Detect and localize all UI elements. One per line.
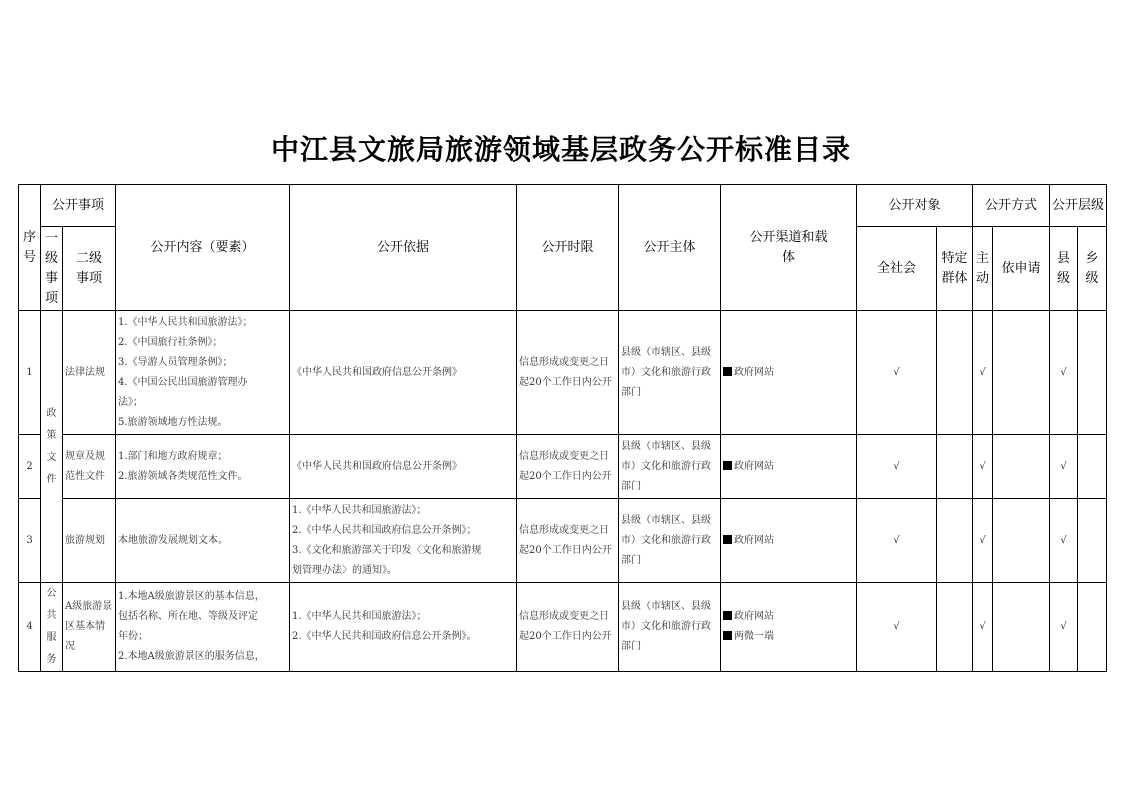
filled-square-icon (723, 535, 732, 544)
header-subject: 公开主体 (619, 185, 721, 311)
group-policy-documents: 政策文件 (41, 311, 63, 583)
table-row (19, 311, 1107, 435)
channel-cell: 政府网站 两微一端 (721, 583, 857, 672)
check-all-society: √ (857, 311, 937, 435)
check-county: √ (1050, 583, 1078, 672)
row-number: 1 (19, 311, 41, 435)
check-active: √ (973, 499, 993, 583)
header-all-society: 全社会 (857, 227, 937, 311)
time-cell: 信息形成或变更之日起20个工作日内公开 (517, 435, 619, 499)
check-on-request (993, 583, 1050, 672)
check-township (1078, 311, 1107, 435)
check-specific (937, 311, 973, 435)
check-specific (937, 435, 973, 499)
level2-item: 法律法规 (63, 311, 116, 435)
document-title: 中江县文旅局旅游领域基层政务公开标准目录 (270, 133, 851, 166)
filled-square-icon (723, 611, 732, 620)
check-specific (937, 583, 973, 672)
check-on-request (993, 499, 1050, 583)
header-on-request: 依申请 (993, 227, 1050, 311)
content-cell: 1.本地A级旅游景区的基本信息， 包括名称、所在地、等级及评定 年份； 2.本地A级旅游景区的服务信息， (116, 583, 290, 672)
check-all-society: √ (857, 499, 937, 583)
header-seq: 序号 (19, 185, 41, 311)
header-method: 公开方式 (973, 185, 1050, 227)
time-cell: 信息形成或变更之日起20个工作日内公开 (517, 311, 619, 435)
basis-cell: 《中华人民共和国政府信息公开条例》 (290, 311, 517, 435)
subject-cell: 县级（市辖区、县级市）文化和旅游行政部门 (619, 499, 721, 583)
subject-cell: 县级（市辖区、县级市）文化和旅游行政部门 (619, 583, 721, 672)
row-number: 3 (19, 499, 41, 583)
table-row (19, 435, 1107, 499)
basis-cell: 《中华人民共和国政府信息公开条例》 (290, 435, 517, 499)
header-channel: 公开渠道和载体 (721, 185, 857, 311)
content-cell: 本地旅游发展规划文本。 (116, 499, 290, 583)
check-county: √ (1050, 435, 1078, 499)
channel-cell: 政府网站 (721, 499, 857, 583)
filled-square-icon (723, 631, 732, 640)
table-row (19, 499, 1107, 583)
check-township (1078, 435, 1107, 499)
check-on-request (993, 435, 1050, 499)
basis-cell: 1.《中华人民共和国旅游法》； 2.《中华人民共和国政府信息公开条例》。 (290, 583, 517, 672)
header-matter: 公开事项 (41, 185, 116, 227)
subject-cell: 县级（市辖区、县级市）文化和旅游行政部门 (619, 435, 721, 499)
level2-item: 规章及规范性文件 (63, 435, 116, 499)
subject-cell: 县级（市辖区、县级市）文化和旅游行政部门 (619, 311, 721, 435)
time-cell: 信息形成或变更之日起20个工作日内公开 (517, 499, 619, 583)
check-all-society: √ (857, 583, 937, 672)
check-all-society: √ (857, 435, 937, 499)
check-county: √ (1050, 311, 1078, 435)
header-specific: 特定群体 (937, 227, 973, 311)
level2-item: A级旅游景区基本情况 (63, 583, 116, 672)
level2-item: 旅游规划 (63, 499, 116, 583)
time-cell: 信息形成或变更之日起20个工作日内公开 (517, 583, 619, 672)
check-county: √ (1050, 499, 1078, 583)
filled-square-icon (723, 367, 732, 376)
header-basis: 公开依据 (290, 185, 517, 311)
header-level2: 二级事项 (63, 227, 116, 311)
content-cell: 1.部门和地方政府规章； 2.旅游领域各类规范性文件。 (116, 435, 290, 499)
group-public-service: 公共服务 (41, 583, 63, 672)
header-time: 公开时限 (517, 185, 619, 311)
check-active: √ (973, 583, 993, 672)
check-township (1078, 499, 1107, 583)
header-content: 公开内容（要素） (116, 185, 290, 311)
catalog-table (18, 184, 1107, 672)
header-active: 主动 (973, 227, 993, 311)
check-specific (937, 499, 973, 583)
basis-cell: 1.《中华人民共和国旅游法》； 2.《中华人民共和国政府信息公开条例》； 3.《文化和旅游部关于印发〈文化和旅游规 划管理办法〉的通知》。 (290, 499, 517, 583)
row-number: 4 (19, 583, 41, 672)
header-target: 公开对象 (857, 185, 973, 227)
header-level1: 一级事项 (41, 227, 63, 311)
header-county: 县级 (1050, 227, 1078, 311)
table-row (19, 583, 1107, 672)
check-active: √ (973, 435, 993, 499)
channel-cell: 政府网站 (721, 311, 857, 435)
row-number: 2 (19, 435, 41, 499)
filled-square-icon (723, 461, 732, 470)
header-township: 乡级 (1078, 227, 1107, 311)
check-township (1078, 583, 1107, 672)
header-level: 公开层级 (1050, 185, 1107, 227)
content-cell: 1.《中华人民共和国旅游法》； 2.《中国旅行社条例》； 3.《导游人员管理条例》； 4.《中国公民出国旅游管理办 法》； 5.旅游领域地方性法规。 (116, 311, 290, 435)
channel-cell: 政府网站 (721, 435, 857, 499)
check-on-request (993, 311, 1050, 435)
check-active: √ (973, 311, 993, 435)
